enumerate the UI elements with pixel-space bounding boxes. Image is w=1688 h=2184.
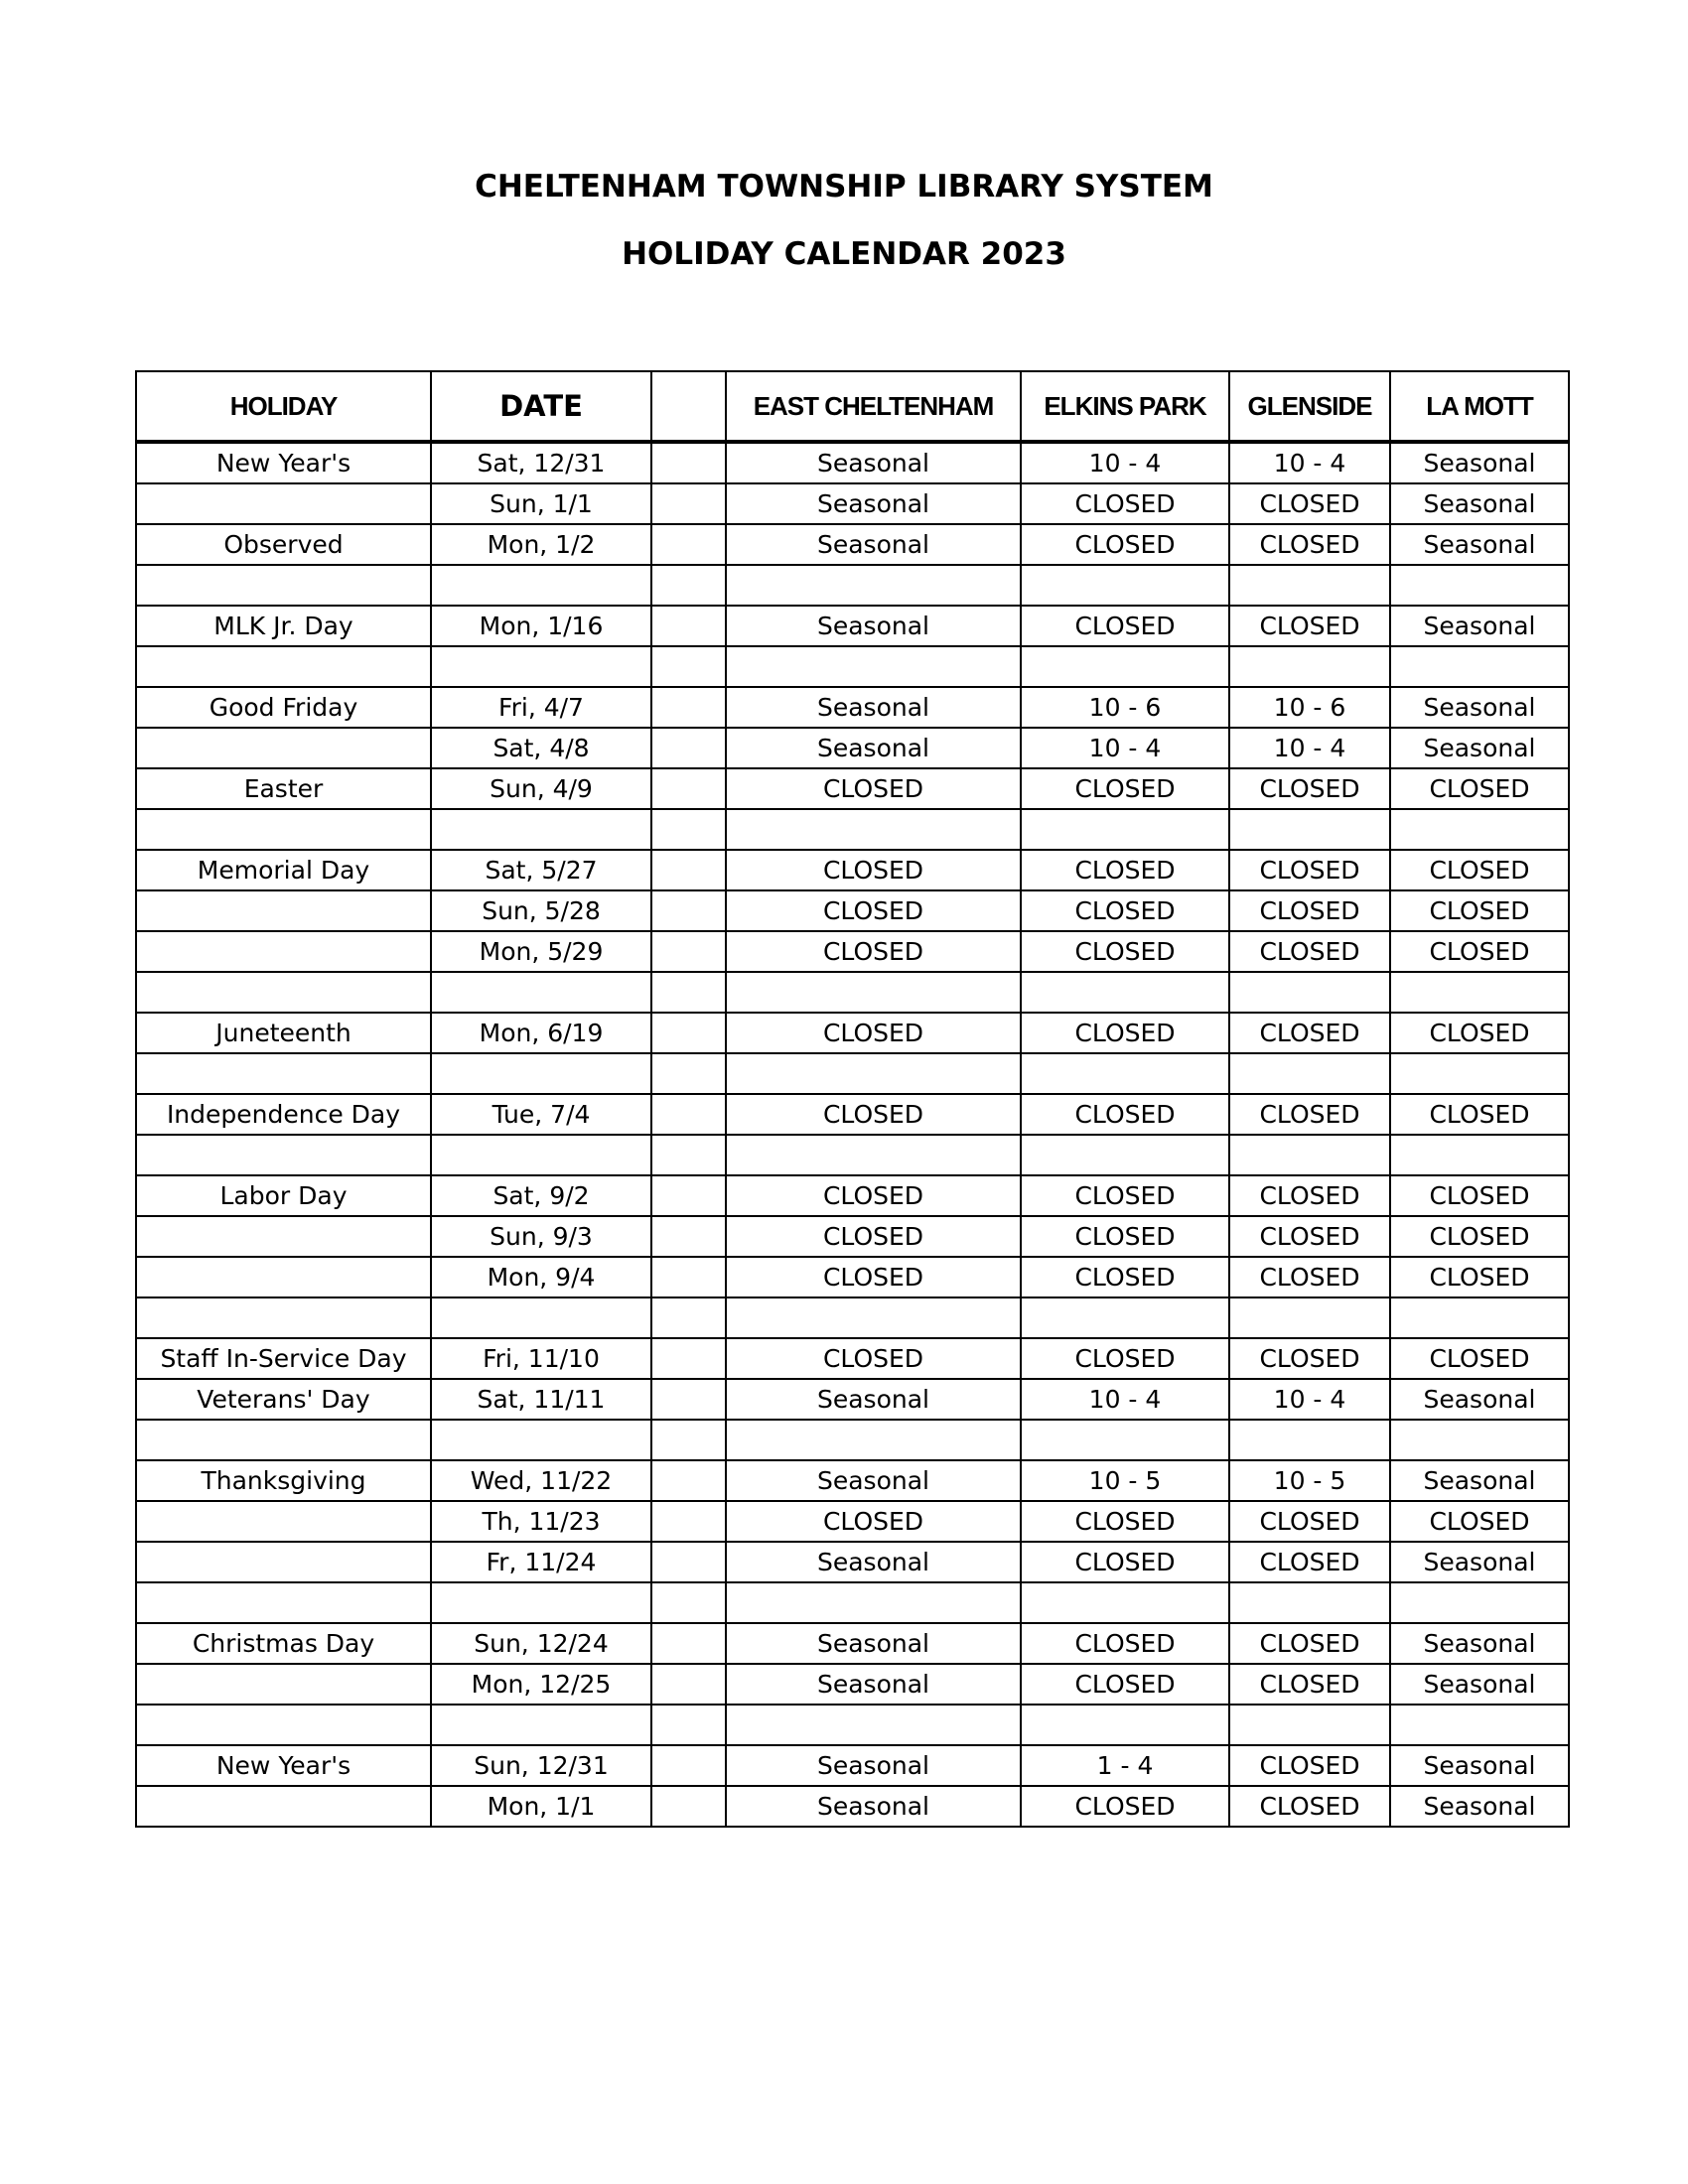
la-mott-cell	[1390, 1053, 1569, 1094]
blank-cell	[651, 972, 726, 1013]
date-cell: Mon, 9/4	[431, 1257, 651, 1297]
elkins-park-cell: 10 - 5	[1021, 1460, 1229, 1501]
elkins-park-cell: CLOSED	[1021, 1175, 1229, 1216]
holiday-cell	[136, 1664, 431, 1705]
holiday-calendar-table	[135, 370, 1570, 1828]
east-cheltenham-cell: CLOSED	[726, 850, 1021, 890]
holiday-cell	[136, 1501, 431, 1542]
holiday-cell: Juneteenth	[136, 1013, 431, 1053]
table-row	[136, 1013, 1569, 1053]
date-cell	[431, 1705, 651, 1745]
elkins-park-column-header: ELKINS PARK	[1021, 371, 1229, 442]
table-row	[136, 1053, 1569, 1094]
blank-cell	[651, 687, 726, 728]
elkins-park-cell	[1021, 1420, 1229, 1460]
east-cheltenham-cell: CLOSED	[726, 1216, 1021, 1257]
table-row	[136, 687, 1569, 728]
holiday-cell: Easter	[136, 768, 431, 809]
date-cell: Wed, 11/22	[431, 1460, 651, 1501]
holiday-cell: Labor Day	[136, 1175, 431, 1216]
la-mott-cell	[1390, 809, 1569, 850]
elkins-park-cell: CLOSED	[1021, 1338, 1229, 1379]
elkins-park-cell: CLOSED	[1021, 1094, 1229, 1135]
table-row	[136, 1664, 1569, 1705]
holiday-cell	[136, 646, 431, 687]
la-mott-cell	[1390, 1420, 1569, 1460]
holiday-cell	[136, 1705, 431, 1745]
date-cell: Mon, 12/25	[431, 1664, 651, 1705]
table-row	[136, 1460, 1569, 1501]
elkins-park-cell	[1021, 1705, 1229, 1745]
east-cheltenham-cell	[726, 1705, 1021, 1745]
glenside-cell: CLOSED	[1229, 931, 1390, 972]
date-cell: Sat, 4/8	[431, 728, 651, 768]
date-cell: Sun, 5/28	[431, 890, 651, 931]
la-mott-cell: Seasonal	[1390, 1664, 1569, 1705]
table-row	[136, 1297, 1569, 1338]
glenside-cell	[1229, 1582, 1390, 1623]
table-row	[136, 1420, 1569, 1460]
table-row	[136, 524, 1569, 565]
glenside-cell: 10 - 4	[1229, 728, 1390, 768]
glenside-cell	[1229, 1705, 1390, 1745]
blank-cell	[651, 1542, 726, 1582]
date-cell: Mon, 5/29	[431, 931, 651, 972]
glenside-cell: CLOSED	[1229, 1786, 1390, 1827]
east-cheltenham-cell: CLOSED	[726, 768, 1021, 809]
blank-cell	[651, 931, 726, 972]
table-row	[136, 1135, 1569, 1175]
elkins-park-cell: CLOSED	[1021, 483, 1229, 524]
glenside-cell: 10 - 4	[1229, 442, 1390, 483]
date-cell: Fr, 11/24	[431, 1542, 651, 1582]
east-cheltenham-cell: CLOSED	[726, 1338, 1021, 1379]
blank-cell	[651, 728, 726, 768]
holiday-cell: New Year's	[136, 442, 431, 483]
la-mott-cell: Seasonal	[1390, 1460, 1569, 1501]
blank-cell	[651, 1786, 726, 1827]
blank-cell	[651, 1460, 726, 1501]
date-cell: Sat, 12/31	[431, 442, 651, 483]
date-cell: Fri, 11/10	[431, 1338, 651, 1379]
glenside-cell	[1229, 972, 1390, 1013]
date-cell: Sat, 9/2	[431, 1175, 651, 1216]
east-cheltenham-cell	[726, 972, 1021, 1013]
date-cell	[431, 809, 651, 850]
east-cheltenham-cell: CLOSED	[726, 1013, 1021, 1053]
holiday-cell	[136, 1420, 431, 1460]
glenside-cell: 10 - 6	[1229, 687, 1390, 728]
table-row	[136, 1175, 1569, 1216]
east-cheltenham-cell	[726, 1053, 1021, 1094]
date-cell: Tue, 7/4	[431, 1094, 651, 1135]
elkins-park-cell	[1021, 972, 1229, 1013]
east-cheltenham-cell: CLOSED	[726, 1257, 1021, 1297]
holiday-cell	[136, 1053, 431, 1094]
la-mott-cell	[1390, 646, 1569, 687]
glenside-cell	[1229, 1420, 1390, 1460]
date-cell	[431, 1420, 651, 1460]
holiday-cell	[136, 1542, 431, 1582]
la-mott-cell: Seasonal	[1390, 1623, 1569, 1664]
elkins-park-cell: 1 - 4	[1021, 1745, 1229, 1786]
date-cell: Sun, 4/9	[431, 768, 651, 809]
blank-cell	[651, 1135, 726, 1175]
east-cheltenham-cell: Seasonal	[726, 728, 1021, 768]
date-cell: Sat, 5/27	[431, 850, 651, 890]
holiday-column-header: HOLIDAY	[136, 371, 431, 442]
blank-cell	[651, 606, 726, 646]
glenside-cell: CLOSED	[1229, 524, 1390, 565]
la-mott-cell: CLOSED	[1390, 1501, 1569, 1542]
glenside-cell: CLOSED	[1229, 1745, 1390, 1786]
blank-cell	[651, 1623, 726, 1664]
east-cheltenham-cell: CLOSED	[726, 1501, 1021, 1542]
glenside-cell	[1229, 1297, 1390, 1338]
document-subtitle: HOLIDAY CALENDAR 2023	[622, 236, 1066, 272]
table-row	[136, 1582, 1569, 1623]
la-mott-cell: CLOSED	[1390, 850, 1569, 890]
glenside-cell: CLOSED	[1229, 1175, 1390, 1216]
glenside-cell	[1229, 646, 1390, 687]
elkins-park-cell: 10 - 4	[1021, 442, 1229, 483]
table-row	[136, 1745, 1569, 1786]
glenside-cell: CLOSED	[1229, 850, 1390, 890]
holiday-cell	[136, 890, 431, 931]
la-mott-cell: Seasonal	[1390, 1745, 1569, 1786]
blank-column-header	[651, 371, 726, 442]
la-mott-cell: CLOSED	[1390, 931, 1569, 972]
elkins-park-cell: CLOSED	[1021, 850, 1229, 890]
elkins-park-cell: CLOSED	[1021, 1257, 1229, 1297]
east-cheltenham-cell: Seasonal	[726, 524, 1021, 565]
elkins-park-cell: CLOSED	[1021, 1786, 1229, 1827]
table-row	[136, 890, 1569, 931]
glenside-cell: CLOSED	[1229, 1501, 1390, 1542]
la-mott-cell: Seasonal	[1390, 483, 1569, 524]
la-mott-cell: CLOSED	[1390, 768, 1569, 809]
la-mott-cell: CLOSED	[1390, 1094, 1569, 1135]
east-cheltenham-cell: Seasonal	[726, 1745, 1021, 1786]
date-cell: Mon, 1/16	[431, 606, 651, 646]
blank-cell	[651, 1216, 726, 1257]
la-mott-cell: Seasonal	[1390, 524, 1569, 565]
blank-cell	[651, 524, 726, 565]
east-cheltenham-cell	[726, 1420, 1021, 1460]
blank-cell	[651, 890, 726, 931]
date-cell: Sun, 1/1	[431, 483, 651, 524]
glenside-cell	[1229, 1053, 1390, 1094]
blank-cell	[651, 1175, 726, 1216]
holiday-cell	[136, 1582, 431, 1623]
glenside-cell	[1229, 1135, 1390, 1175]
date-cell	[431, 1582, 651, 1623]
elkins-park-cell: CLOSED	[1021, 1542, 1229, 1582]
la-mott-cell	[1390, 1297, 1569, 1338]
holiday-cell	[136, 483, 431, 524]
holiday-cell	[136, 1135, 431, 1175]
elkins-park-cell: CLOSED	[1021, 1623, 1229, 1664]
holiday-cell: Thanksgiving	[136, 1460, 431, 1501]
holiday-cell: Veterans' Day	[136, 1379, 431, 1420]
east-cheltenham-cell: CLOSED	[726, 890, 1021, 931]
table-row	[136, 1216, 1569, 1257]
la-mott-cell: Seasonal	[1390, 728, 1569, 768]
holiday-cell: Independence Day	[136, 1094, 431, 1135]
east-cheltenham-cell: CLOSED	[726, 1094, 1021, 1135]
east-cheltenham-cell: Seasonal	[726, 687, 1021, 728]
blank-cell	[651, 1257, 726, 1297]
holiday-cell	[136, 1786, 431, 1827]
elkins-park-cell	[1021, 565, 1229, 606]
glenside-column-header: GLENSIDE	[1229, 371, 1390, 442]
blank-cell	[651, 1094, 726, 1135]
glenside-cell: CLOSED	[1229, 890, 1390, 931]
east-cheltenham-cell: Seasonal	[726, 606, 1021, 646]
la-mott-cell	[1390, 1582, 1569, 1623]
elkins-park-cell: CLOSED	[1021, 768, 1229, 809]
elkins-park-cell	[1021, 646, 1229, 687]
la-mott-cell: Seasonal	[1390, 1542, 1569, 1582]
east-cheltenham-cell: Seasonal	[726, 1623, 1021, 1664]
table-row	[136, 646, 1569, 687]
date-cell	[431, 1053, 651, 1094]
la-mott-cell: CLOSED	[1390, 1216, 1569, 1257]
elkins-park-cell: 10 - 6	[1021, 687, 1229, 728]
elkins-park-cell: CLOSED	[1021, 606, 1229, 646]
date-cell: Mon, 1/1	[431, 1786, 651, 1827]
east-cheltenham-cell: CLOSED	[726, 931, 1021, 972]
glenside-cell: CLOSED	[1229, 1542, 1390, 1582]
table-row	[136, 728, 1569, 768]
blank-cell	[651, 1379, 726, 1420]
la-mott-cell: Seasonal	[1390, 442, 1569, 483]
elkins-park-cell	[1021, 1135, 1229, 1175]
holiday-cell: Christmas Day	[136, 1623, 431, 1664]
la-mott-cell: CLOSED	[1390, 1338, 1569, 1379]
holiday-cell: Observed	[136, 524, 431, 565]
blank-cell	[651, 483, 726, 524]
east-cheltenham-cell: Seasonal	[726, 1786, 1021, 1827]
table-row	[136, 1501, 1569, 1542]
holiday-cell	[136, 931, 431, 972]
holiday-cell: Memorial Day	[136, 850, 431, 890]
glenside-cell: CLOSED	[1229, 1257, 1390, 1297]
table-row	[136, 931, 1569, 972]
blank-cell	[651, 1053, 726, 1094]
table-row	[136, 442, 1569, 483]
blank-cell	[651, 850, 726, 890]
table-body	[136, 442, 1569, 1827]
table-row	[136, 768, 1569, 809]
blank-cell	[651, 1338, 726, 1379]
table-row	[136, 483, 1569, 524]
la-mott-cell: CLOSED	[1390, 1257, 1569, 1297]
glenside-cell: CLOSED	[1229, 1013, 1390, 1053]
blank-cell	[651, 1013, 726, 1053]
glenside-cell: CLOSED	[1229, 1664, 1390, 1705]
glenside-cell: CLOSED	[1229, 606, 1390, 646]
holiday-cell	[136, 1297, 431, 1338]
date-cell	[431, 1135, 651, 1175]
east-cheltenham-cell	[726, 809, 1021, 850]
east-cheltenham-cell: Seasonal	[726, 442, 1021, 483]
east-cheltenham-cell	[726, 646, 1021, 687]
glenside-cell	[1229, 565, 1390, 606]
elkins-park-cell: CLOSED	[1021, 1216, 1229, 1257]
date-cell	[431, 646, 651, 687]
elkins-park-cell	[1021, 1582, 1229, 1623]
la-mott-cell	[1390, 1135, 1569, 1175]
table-header-row	[136, 371, 1569, 442]
glenside-cell: CLOSED	[1229, 1623, 1390, 1664]
east-cheltenham-cell: Seasonal	[726, 1460, 1021, 1501]
glenside-cell: CLOSED	[1229, 1216, 1390, 1257]
elkins-park-cell	[1021, 809, 1229, 850]
date-cell: Sat, 11/11	[431, 1379, 651, 1420]
elkins-park-cell: 10 - 4	[1021, 1379, 1229, 1420]
date-cell	[431, 972, 651, 1013]
elkins-park-cell	[1021, 1053, 1229, 1094]
table-row	[136, 850, 1569, 890]
table-row	[136, 1094, 1569, 1135]
east-cheltenham-cell: Seasonal	[726, 1379, 1021, 1420]
elkins-park-cell: CLOSED	[1021, 890, 1229, 931]
elkins-park-cell: CLOSED	[1021, 931, 1229, 972]
glenside-cell: 10 - 5	[1229, 1460, 1390, 1501]
date-cell: Mon, 1/2	[431, 524, 651, 565]
holiday-cell: Staff In-Service Day	[136, 1338, 431, 1379]
date-cell	[431, 565, 651, 606]
blank-cell	[651, 1297, 726, 1338]
date-cell: Mon, 6/19	[431, 1013, 651, 1053]
glenside-cell: CLOSED	[1229, 483, 1390, 524]
la-mott-cell: Seasonal	[1390, 1786, 1569, 1827]
table-row	[136, 606, 1569, 646]
table-row	[136, 565, 1569, 606]
table-row	[136, 809, 1569, 850]
date-cell: Th, 11/23	[431, 1501, 651, 1542]
elkins-park-cell: CLOSED	[1021, 524, 1229, 565]
table-row	[136, 1379, 1569, 1420]
glenside-cell	[1229, 809, 1390, 850]
table-row	[136, 1338, 1569, 1379]
blank-cell	[651, 1501, 726, 1542]
east-cheltenham-cell	[726, 1135, 1021, 1175]
glenside-cell: CLOSED	[1229, 1094, 1390, 1135]
la-mott-cell	[1390, 1705, 1569, 1745]
elkins-park-cell	[1021, 1297, 1229, 1338]
east-cheltenham-cell	[726, 1297, 1021, 1338]
blank-cell	[651, 1420, 726, 1460]
elkins-park-cell: 10 - 4	[1021, 728, 1229, 768]
blank-cell	[651, 646, 726, 687]
holiday-cell	[136, 565, 431, 606]
east-cheltenham-cell: Seasonal	[726, 1542, 1021, 1582]
elkins-park-cell: CLOSED	[1021, 1501, 1229, 1542]
elkins-park-cell: CLOSED	[1021, 1013, 1229, 1053]
date-cell: Sun, 12/24	[431, 1623, 651, 1664]
date-cell	[431, 1297, 651, 1338]
east-cheltenham-cell	[726, 1582, 1021, 1623]
holiday-cell	[136, 809, 431, 850]
document-title: CHELTENHAM TOWNSHIP LIBRARY SYSTEM	[475, 169, 1213, 205]
la-mott-cell: CLOSED	[1390, 890, 1569, 931]
holiday-cell: New Year's	[136, 1745, 431, 1786]
blank-cell	[651, 565, 726, 606]
date-cell: Sun, 12/31	[431, 1745, 651, 1786]
blank-cell	[651, 768, 726, 809]
glenside-cell: CLOSED	[1229, 768, 1390, 809]
blank-cell	[651, 1582, 726, 1623]
holiday-cell	[136, 972, 431, 1013]
blank-cell	[651, 1705, 726, 1745]
la-mott-cell: Seasonal	[1390, 687, 1569, 728]
holiday-cell	[136, 728, 431, 768]
blank-cell	[651, 809, 726, 850]
east-cheltenham-cell: Seasonal	[726, 1664, 1021, 1705]
table-row	[136, 972, 1569, 1013]
glenside-cell: 10 - 4	[1229, 1379, 1390, 1420]
table-row	[136, 1542, 1569, 1582]
blank-cell	[651, 442, 726, 483]
holiday-cell	[136, 1257, 431, 1297]
holiday-cell	[136, 1216, 431, 1257]
blank-cell	[651, 1664, 726, 1705]
la-mott-cell: CLOSED	[1390, 1175, 1569, 1216]
east-cheltenham-cell: Seasonal	[726, 483, 1021, 524]
la-mott-cell: Seasonal	[1390, 606, 1569, 646]
blank-cell	[651, 1745, 726, 1786]
la-mott-cell: CLOSED	[1390, 1013, 1569, 1053]
date-cell: Sun, 9/3	[431, 1216, 651, 1257]
date-cell: Fri, 4/7	[431, 687, 651, 728]
elkins-park-cell: CLOSED	[1021, 1664, 1229, 1705]
holiday-cell: Good Friday	[136, 687, 431, 728]
la-mott-cell	[1390, 972, 1569, 1013]
la-mott-cell: Seasonal	[1390, 1379, 1569, 1420]
east-cheltenham-cell	[726, 565, 1021, 606]
la-mott-column-header: LA MOTT	[1390, 371, 1569, 442]
holiday-cell: MLK Jr. Day	[136, 606, 431, 646]
la-mott-cell	[1390, 565, 1569, 606]
east-cheltenham-cell: CLOSED	[726, 1175, 1021, 1216]
table-row	[136, 1786, 1569, 1827]
date-column-header: DATE	[431, 371, 651, 442]
glenside-cell: CLOSED	[1229, 1338, 1390, 1379]
table-row	[136, 1257, 1569, 1297]
table-row	[136, 1705, 1569, 1745]
table-row	[136, 1623, 1569, 1664]
east-cheltenham-column-header: EAST CHELTENHAM	[726, 371, 1021, 442]
